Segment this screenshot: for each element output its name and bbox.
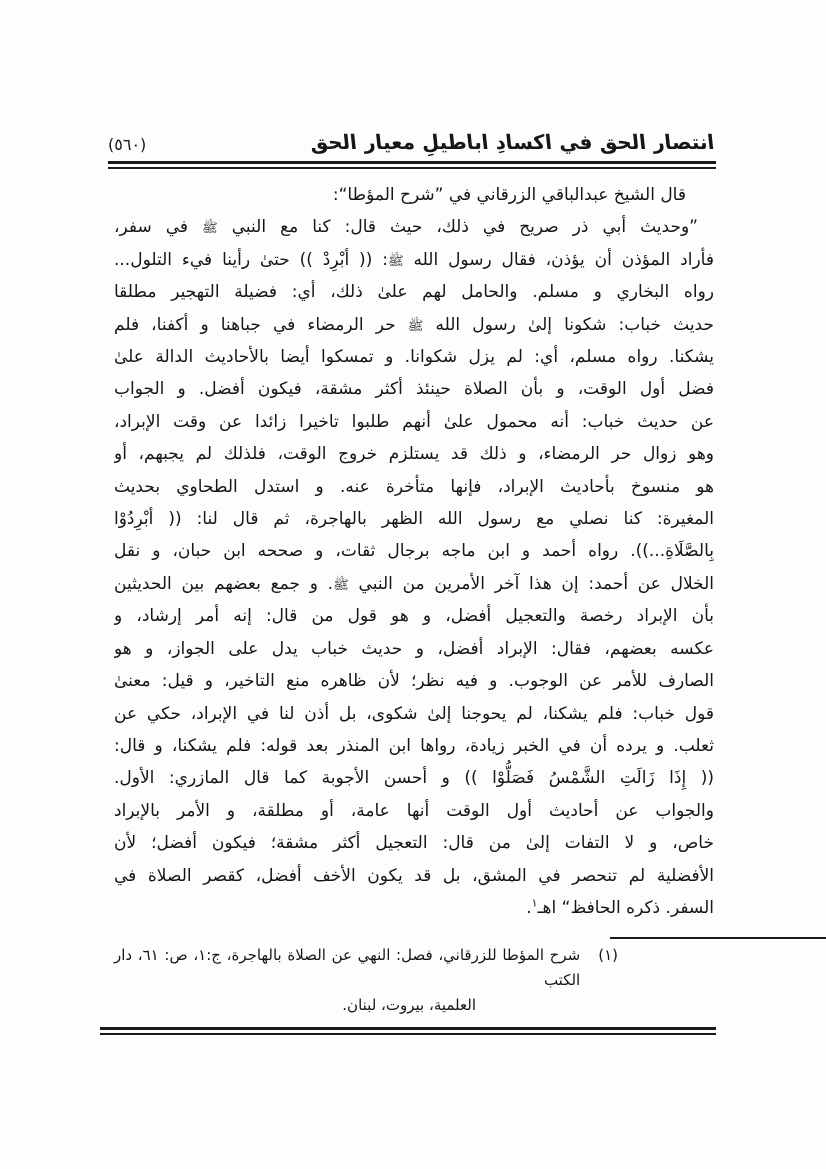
body-line: فضل أول الوقت، و بأن الصلاة حينئذ أكثر مشقة، فيكون أفضل. و الجواب (114, 379, 714, 400)
footnote-marker: (١) (598, 946, 618, 964)
footnote-line-2: العلمية، بيروت، لبنان. (342, 996, 476, 1014)
body-line: ”وحديث أبي ذر صريح في ذلك، حيث قال: كنا مع النبي ﷺ في سفر، (114, 217, 698, 238)
body-text (114, 179, 714, 927)
sallallahu-alayhi-wasallam-glyph: ﷺ (407, 318, 424, 334)
sallallahu-alayhi-wasallam-glyph: ﷺ (387, 253, 404, 269)
closing-line (114, 892, 714, 924)
closing-tail: . (526, 897, 532, 918)
body-line: الصارف للأمر عن الوجوب. و فيه نظر؛ لأن ظاهره منع التاخير، و قيل: معنىٰ (114, 671, 714, 692)
page-header (108, 122, 714, 154)
body-line: وهو زوال حر الرمضاء، و ذلك قد يستلزم خروج الوقت، فلذلك لم يجبهم، أو (114, 444, 714, 465)
footnote-separator (610, 937, 826, 939)
body-line: خاص، و لا التفات إلىٰ من قال: التعجيل أكثر مشقة؛ فيكون أفضل؛ لأن (114, 833, 714, 854)
body-line: بأن الإبراد رخصة والتعجيل أفضل، و هو قول من قال: إنه أمر إرشاد، و (114, 606, 714, 627)
footnote-text: شرح المؤطا للزرقاني، فصل: النهي عن الصلاة بالهاجرة، ج:١، ص: ٦١، دار الكتب (114, 946, 581, 989)
intro-line: قال الشيخ عبدالباقي الزرقاني في ”شرح المؤطا“: (332, 185, 686, 205)
body-line: والجواب عن أحاديث أول الوقت أنها عامة، أو مطلقة، و الأمر بالإبراد (114, 800, 714, 821)
bottom-divider (100, 1027, 716, 1035)
body-line: فأراد المؤذن أن يؤذن، فقال رسول الله ﷺ: (( أبْرِدْ )) حتىٰ رأينا فيء التلول... (114, 249, 714, 270)
footnote-line-1 (114, 943, 714, 993)
page-number: (٥٦٠) (108, 135, 147, 154)
body-line: (( إِذَا زَالَتِ الشَّمْسُ فَصَلُّوْا )) و أحسن الأجوبة كما قال المازري: الأول. (114, 768, 714, 789)
sallallahu-alayhi-wasallam-glyph: ﷺ (202, 221, 218, 237)
body-line: عن حديث خباب: أنه محمول علىٰ أنهم طلبوا تاخيرا زائدا عن وقت الإبراد، (114, 411, 714, 432)
body-line: قول خباب: فلم يشكنا، لم يحوجنا إلىٰ شكوى، بل أذن لنا في الإبراد، حكي عن (114, 703, 714, 724)
footnote (114, 943, 714, 1018)
body-line: حديث خباب: شكونا إلىٰ رسول الله ﷺ حر الرمضاء في جباهنا و أكفنا، فلم (114, 314, 714, 335)
body-line: المغيرة: كنا نصلي مع رسول الله الظهر بالهاجرة، ثم قال لنا: (( أبْرِدُوْا (114, 509, 714, 530)
book-title: انتصار الحق في اكسادِ اباطيلِ معيار الحق (308, 130, 716, 154)
body-line: الأفضلية لم تنحصر في المشق، بل قد يكون الأخف أفضل، كقصر الصلاة في (114, 865, 714, 886)
header-divider (108, 161, 716, 169)
body-line: الخلال عن أحمد: إن هذا آخر الأمرين من النبي ﷺ. و جمع بعضهم بين الحديثين (114, 573, 714, 594)
body-line: عكسه بعضهم، فقال: الإبراد أفضل، و حديث خباب يدل على الجواز، و هو (114, 638, 714, 659)
closing-text: السفر. ذكره الحافظ“ اهـ (537, 897, 714, 918)
body-line: ثعلب. و يرده أن في الخبر زيادة، رواها ابن المنذر بعد قوله: فلم يشكنا، و قال: (114, 735, 714, 756)
sallallahu-alayhi-wasallam-glyph: ﷺ (333, 577, 349, 593)
body-line: بِالصَّلَاةِ...)). رواه أحمد و ابن ماجه برجال ثقات، و صححه ابن حبان، و نقل (114, 541, 714, 562)
body-line: يشكنا. رواه مسلم، أي: لم يزل شكوانا. و تمسكوا أيضا بالأحاديث الدالة علىٰ (114, 347, 714, 368)
body-lines (114, 211, 714, 892)
body-line: هو منسوخ بأحاديث الإبراد، فإنها متأخرة عنه. و استدل الطحاوي بحديث (114, 476, 714, 497)
footnote-ref: ١ (531, 896, 538, 910)
body-line: رواه البخاري و مسلم. والحامل لهم علىٰ ذلك، أي: فضيلة التهجير مطلقا (114, 282, 714, 303)
